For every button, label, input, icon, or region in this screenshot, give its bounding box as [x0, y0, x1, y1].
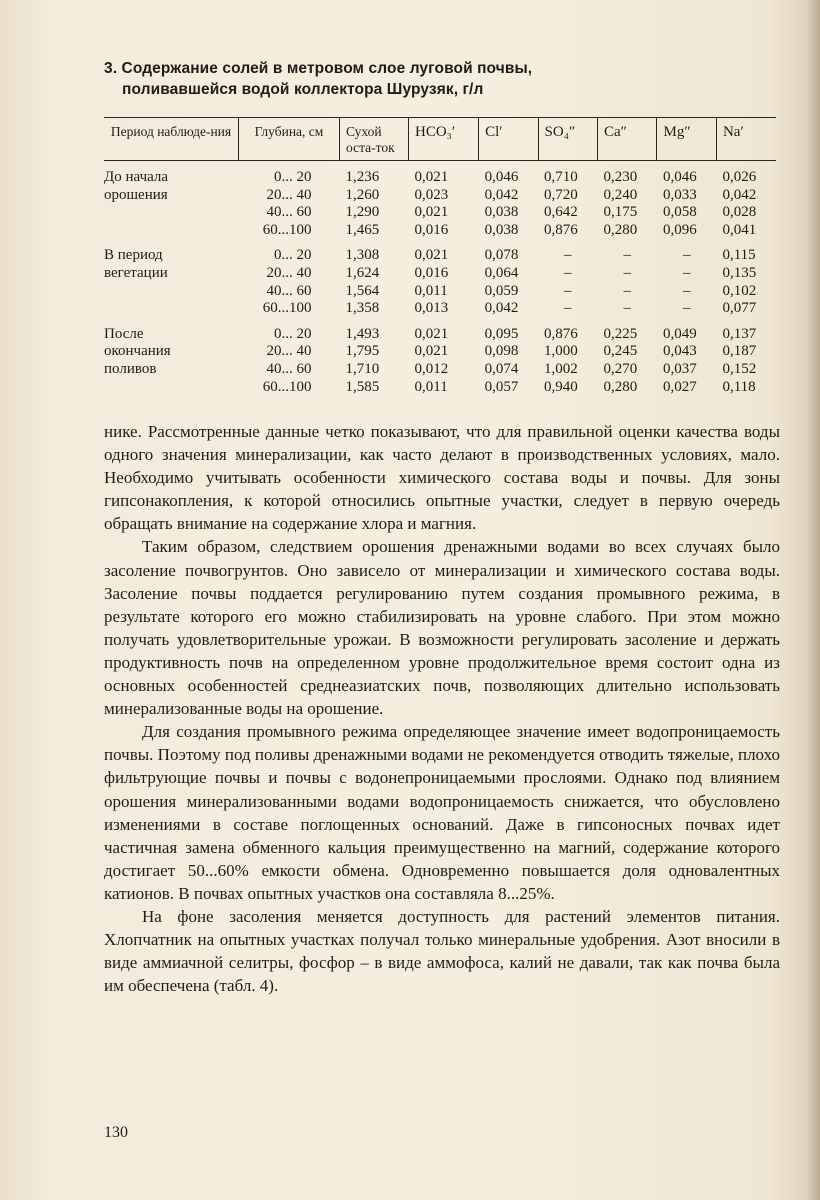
header-mg: Mg″	[657, 118, 716, 161]
hco3-cell: 0,021	[414, 343, 449, 360]
period-cell: В период	[104, 247, 163, 264]
na-cell: 0,026	[722, 169, 757, 185]
header-depth: Глубина, см	[239, 118, 340, 161]
ca-cell: –	[623, 282, 631, 299]
dry-cell: 1,465	[345, 221, 380, 238]
dry-cell: 1,260	[345, 186, 380, 203]
table-row	[104, 239, 776, 265]
so4-cell: 1,002	[544, 360, 578, 377]
dry-cell: 1,624	[345, 264, 380, 281]
period-cell	[104, 300, 239, 318]
dry-cell: 1,358	[345, 300, 380, 317]
hco3-cell: 0,023	[414, 186, 449, 203]
page-edge-shadow	[806, 0, 820, 1200]
ca-cell: 0,270	[603, 360, 638, 377]
na-cell: 0,152	[722, 360, 757, 377]
mg-cell: –	[682, 264, 691, 281]
table-body	[104, 161, 776, 397]
mg-cell: 0,037	[662, 360, 697, 377]
ca-cell: 0,240	[603, 186, 638, 203]
cl-cell: 0,046	[484, 169, 519, 185]
cl-cell: 0,098	[484, 343, 519, 360]
hco3-cell: 0,016	[414, 264, 449, 281]
table-row	[104, 361, 776, 379]
so4-cell: –	[564, 300, 572, 317]
hco3-cell: 0,011	[414, 378, 448, 395]
paragraph: нике. Рассмотренные данные четко показывают, что для правильной оценки качества воды одного значения минерализации, как часто делают в производственных условиях, мало. Необходимо учитывать особенности химического состава воды и почвы. Для зоны гипсонакопления, к которой относились опытные участки, следует в первую очередь обращать внимание на содержание хлора и магния.	[104, 422, 780, 534]
depth-cell: 40... 60	[266, 282, 312, 299]
ca-cell: 0,225	[603, 325, 638, 342]
header-dry-residue: Сухой оста-ток	[340, 118, 409, 161]
depth-cell: 20... 40	[266, 186, 312, 203]
header-so4: SO₄″	[538, 118, 597, 161]
na-cell: 0,118	[722, 378, 756, 395]
cl-cell: 0,042	[484, 300, 519, 317]
na-cell: 0,115	[722, 247, 756, 264]
dry-cell: 1,795	[345, 343, 380, 360]
table-row	[104, 379, 776, 397]
na-cell: 0,102	[722, 282, 757, 299]
so4-cell: 0,720	[544, 186, 578, 203]
cl-cell: 0,057	[484, 378, 519, 395]
table-row	[104, 343, 776, 361]
so4-cell: 0,710	[544, 169, 578, 185]
mg-cell: 0,046	[662, 169, 697, 185]
period-cell	[104, 222, 239, 240]
hco3-cell: 0,021	[414, 169, 449, 185]
table-caption-line-1: 3. Содержание солей в метровом слое луговой почвы,	[104, 60, 533, 77]
ca-cell: –	[623, 247, 631, 264]
mg-cell: –	[682, 300, 691, 317]
so4-cell: 0,940	[544, 378, 578, 395]
header-hco3: HCO₃′	[409, 118, 479, 161]
so4-cell: 1,000	[544, 343, 578, 360]
na-cell: 0,028	[722, 204, 757, 221]
header-period: Период наблюде-ния	[104, 118, 239, 161]
ca-cell: 0,175	[603, 204, 638, 221]
table-row	[104, 222, 776, 240]
ca-cell: 0,245	[603, 343, 638, 360]
paragraph: Для создания промывного режима определяющее значение имеет водопроницаемость почвы. Поэтому под поливы дренажными водами не рекомендуется отводить тяжелые, плохо фильтрующие почвы и почвы с водонепроницаемыми прослоями. Однако под влиянием орошения минерализованными водами водопроницаемость снижается, что обусловлено изменениями в составе поглощенных оснований. Даже в гипсоносных почвах идет частичная замена обменного кальция преимущественно на магний, содержание которого достигает 50...60% емкости обмена. Одновременно повышается доля одновалентных катионов. В почвах опытных участков она составляла 8...25%.	[104, 722, 780, 903]
na-cell: 0,187	[722, 343, 757, 360]
ca-cell: 0,280	[603, 221, 638, 238]
dry-cell: 1,710	[345, 360, 380, 377]
na-cell: 0,042	[722, 186, 757, 203]
so4-cell: 0,642	[544, 204, 578, 221]
dry-cell: 1,493	[345, 325, 380, 342]
dry-cell: 1,585	[345, 378, 380, 395]
mg-cell: 0,049	[662, 325, 697, 342]
depth-cell: 0... 20	[274, 169, 312, 185]
mg-cell: 0,043	[662, 343, 697, 360]
header-ca: Ca″	[598, 118, 657, 161]
table-row	[104, 161, 776, 187]
period-cell: До начала	[104, 169, 169, 185]
mg-cell: 0,096	[662, 221, 697, 238]
na-cell: 0,077	[722, 300, 757, 317]
cl-cell: 0,038	[484, 204, 519, 221]
period-cell: После	[104, 325, 144, 342]
hco3-cell: 0,021	[414, 325, 449, 342]
cl-cell: 0,064	[484, 264, 519, 281]
hco3-cell: 0,016	[414, 221, 449, 238]
period-cell: поливов	[104, 360, 157, 377]
hco3-cell: 0,021	[414, 204, 449, 221]
mg-cell: 0,027	[662, 378, 697, 395]
so4-cell: –	[564, 264, 572, 281]
period-cell	[104, 283, 239, 301]
table-row	[104, 283, 776, 301]
header-na: Na′	[716, 118, 776, 161]
dry-cell: 1,236	[345, 169, 380, 185]
mg-cell: –	[682, 247, 691, 264]
dry-cell: 1,308	[345, 247, 380, 264]
dry-cell: 1,564	[345, 282, 380, 299]
depth-cell: 60...100	[262, 300, 312, 317]
table-row	[104, 265, 776, 283]
mg-cell: 0,033	[662, 186, 697, 203]
table-header-row	[104, 118, 776, 161]
header-cl: Cl′	[479, 118, 538, 161]
depth-cell: 60...100	[262, 221, 312, 238]
mg-cell: 0,058	[662, 204, 697, 221]
ca-cell: 0,280	[603, 378, 638, 395]
depth-cell: 60...100	[262, 378, 312, 395]
table-row	[104, 300, 776, 318]
na-cell: 0,137	[722, 325, 757, 342]
period-cell: орошения	[104, 186, 168, 203]
depth-cell: 20... 40	[266, 264, 312, 281]
hco3-cell: 0,021	[414, 247, 449, 264]
so4-cell: 0,876	[544, 325, 578, 342]
cl-cell: 0,042	[484, 186, 519, 203]
table-caption-line-2: поливавшейся водой коллектора Шурузяк, г/л	[122, 81, 484, 98]
depth-cell: 40... 60	[266, 360, 312, 377]
depth-cell: 40... 60	[266, 204, 312, 221]
paragraph: На фоне засоления меняется доступность для растений элементов питания. Хлопчатник на опытных участках получал только минеральные удобрения. Азот вносили в виде аммиачной селитры, фосфор – в виде аммофоса, калий не давали, так как почва была им обеспечена (табл. 4).	[104, 906, 780, 996]
ca-cell: –	[623, 300, 631, 317]
so4-cell: –	[564, 282, 572, 299]
body-text	[104, 420, 780, 997]
period-cell	[104, 379, 239, 397]
table-row	[104, 187, 776, 205]
hco3-cell: 0,011	[414, 282, 448, 299]
so4-cell: –	[564, 247, 572, 264]
paragraph: Таким образом, следствием орошения дренажными водами во всех случаях было засоление почвогрунтов. Оно зависело от минерализации и химического состава воды. Засоление почвы поддается регулированию путем создания промывного режима, в результате которого его можно стабилизировать на уровне слабого. При этом можно получать удовлетворительные урожаи. В возможности регулировать засоление и держать продуктивность почв на определенном уровне продолжительное время состоит одна из основных особенностей среднеазиатских почв, позволяющих длительно использовать минерализованные воды на орошение.	[104, 537, 780, 719]
period-cell: вегетации	[104, 264, 168, 281]
cl-cell: 0,095	[484, 325, 519, 342]
depth-cell: 20... 40	[266, 343, 312, 360]
cl-cell: 0,038	[484, 221, 519, 238]
period-cell	[104, 204, 239, 222]
salt-content-table	[104, 117, 776, 396]
period-cell: окончания	[104, 343, 171, 360]
depth-cell: 0... 20	[274, 325, 312, 342]
cl-cell: 0,074	[484, 360, 519, 377]
table-caption	[104, 58, 724, 100]
na-cell: 0,135	[722, 264, 757, 281]
ca-cell: –	[623, 264, 631, 281]
na-cell: 0,041	[722, 221, 757, 238]
table-row	[104, 204, 776, 222]
table-row	[104, 318, 776, 344]
page-number: 130	[104, 1124, 128, 1141]
cl-cell: 0,059	[484, 282, 519, 299]
mg-cell: –	[682, 282, 691, 299]
hco3-cell: 0,012	[414, 360, 449, 377]
hco3-cell: 0,013	[414, 300, 449, 317]
cl-cell: 0,078	[484, 247, 519, 264]
dry-cell: 1,290	[345, 204, 380, 221]
so4-cell: 0,876	[544, 221, 578, 238]
depth-cell: 0... 20	[274, 247, 312, 264]
ca-cell: 0,230	[603, 169, 638, 185]
